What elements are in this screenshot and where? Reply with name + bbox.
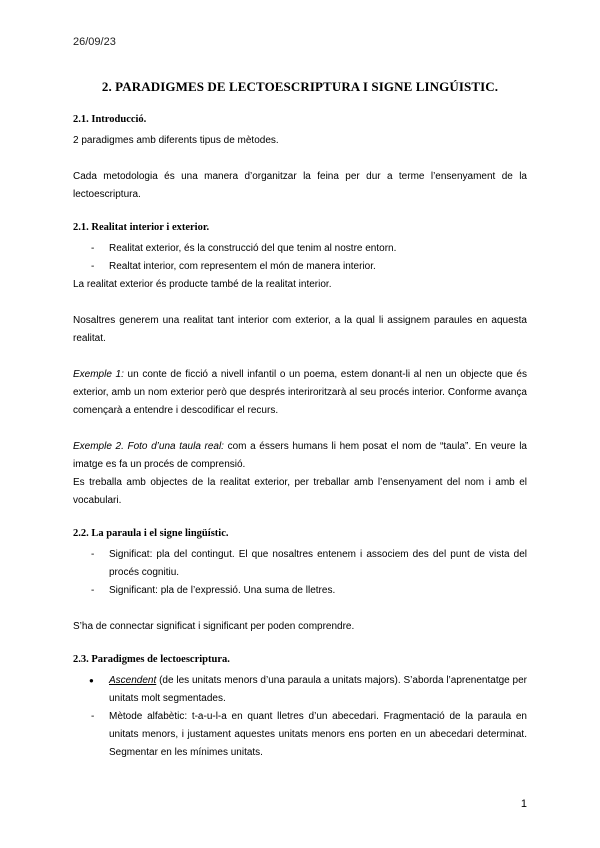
paragraph: Cada metodologia és una manera d’organitzar la feina per dur a terme l’ensenyament de la lectoescriptura. (73, 171, 527, 200)
list-item: - Significat: pla del contingut. El que nosaltres entenem i associem des del punt de vista del procés cognitiu. (91, 549, 527, 578)
section-heading-paradigms: 2.3. Paradigmes de lectoescriptura. (73, 654, 230, 665)
list-item: - Significant: pla de l’expressió. Una suma de lletres. (91, 585, 336, 596)
list-item: - Realitat exterior, és la construcció del que tenim al nostre entorn. (91, 243, 397, 254)
example-label: Exemple 2. Foto d’una taula real: (73, 441, 224, 452)
document-body (73, 114, 527, 762)
dash-list (73, 240, 527, 276)
section-heading-intro: 2.1. Introducció. (73, 114, 147, 125)
section-heading-sign: 2.2. La paraula i el signe lingüístic. (73, 528, 229, 539)
bullet-list (73, 672, 527, 762)
example-label: Exemple 1: (73, 369, 124, 380)
paragraph: Nosaltres generem una realitat tant interior com exterior, a la qual li assignem paraules en aquesta realitat. (73, 315, 527, 344)
example-2: Exemple 2. Foto d’una taula real: com a éssers humans li hem posat el nom de “taula”. En veure la imatge es fa un procés de comprensió. (73, 441, 527, 470)
paragraph: S’ha de connectar significat i significant per poden comprendre. (73, 621, 355, 632)
paragraph: 2 paradigmes amb diferents tipus de mètodes. (73, 135, 279, 146)
header-date: 26/09/23 (73, 36, 116, 48)
page-title: 2. PARADIGMES DE LECTOESCRIPTURA I SIGNE LINGÚISTIC. (101, 79, 499, 94)
paragraph: Es treballa amb objectes de la realitat exterior, per treballar amb l’ensenyament del nom i amb el vocabulari. (73, 477, 527, 506)
dash-list (73, 546, 527, 600)
list-item: - Realtat interior, com representem el món de manera interior. (91, 261, 376, 272)
paragraph: La realitat exterior és producte també de la realitat interior. (73, 279, 332, 290)
list-item: - Mètode alfabètic: t-a-u-l-a en quant lletres d’un abecedari. Fragmentació de la paraula en unitats menors, i justament aquestes unitats menors ens porten en un abecedari determinat. Segmentar en les mínimes unitats. (91, 711, 527, 758)
page-number: 1 (520, 798, 527, 810)
ascendent-label: Ascendent (109, 675, 157, 686)
example-1: Exemple 1: un conte de ficció a nivell infantil o un poema, estem donant-li al nen un objecte que és exterior, amb un nom exterior però que després interiroritzarà al seu procés interior. Conforme avança començarà a entendre i descodificar el recurs. (73, 369, 527, 416)
list-item: ● Ascendent (de les unitats menors d’una paraula a unitats majors). S’aborda l’aprenentatge per unitats molt segmentades. (89, 675, 527, 704)
section-heading-reality: 2.1. Realitat interior i exterior. (73, 222, 210, 233)
